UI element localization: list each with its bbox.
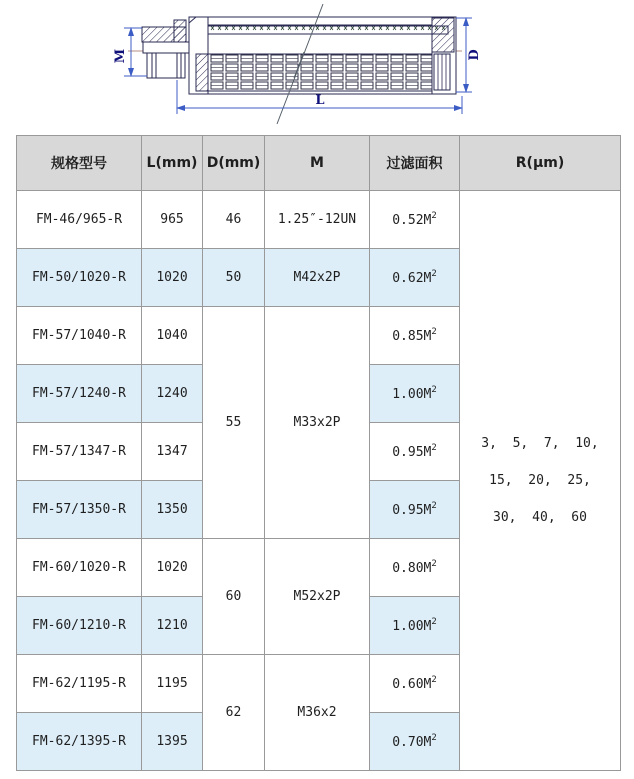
cell-filter-area [370, 423, 460, 481]
header-thread: M [265, 136, 370, 191]
cell-length: 1350 [142, 481, 203, 539]
cell-model: FM-50/1020-R [17, 249, 142, 307]
area-value: 0.62M [392, 271, 432, 286]
filter-body [189, 17, 456, 94]
filter-technical-drawing [0, 0, 634, 133]
area-exponent: 2 [431, 675, 437, 685]
area-value: 0.95M [392, 445, 432, 460]
cell-length: 1240 [142, 365, 203, 423]
cell-length: 1020 [142, 539, 203, 597]
cell-micron-ratings [460, 191, 621, 771]
header-diameter: D(mm) [203, 136, 265, 191]
dimension-d [456, 18, 482, 92]
cell-model: FM-60/1210-R [17, 597, 142, 655]
area-exponent: 2 [431, 327, 437, 337]
area-exponent: 2 [431, 501, 437, 511]
table-row [17, 191, 621, 249]
header-model: 规格型号 [17, 136, 142, 191]
area-value: 0.80M [392, 561, 432, 576]
micron-line-1: 3, 5, 7, 10, [481, 436, 599, 451]
cell-model: FM-57/1240-R [17, 365, 142, 423]
area-value: 0.52M [392, 213, 432, 228]
cell-length: 965 [142, 191, 203, 249]
header-filter-area: 过滤面积 [370, 136, 460, 191]
area-exponent: 2 [431, 443, 437, 453]
cell-model: FM-62/1395-R [17, 713, 142, 771]
cell-length: 1020 [142, 249, 203, 307]
cell-filter-area [370, 597, 460, 655]
table-header-row [17, 136, 621, 191]
area-exponent: 2 [431, 269, 437, 279]
micron-ratings-list [460, 436, 620, 525]
cell-filter-area [370, 191, 460, 249]
thread-fitting [142, 20, 189, 78]
cell-model: FM-57/1040-R [17, 307, 142, 365]
filter-spec-table [16, 135, 621, 771]
cell-diameter: 50 [203, 249, 265, 307]
cell-length: 1195 [142, 655, 203, 713]
cell-diameter: 46 [203, 191, 265, 249]
header-length: L(mm) [142, 136, 203, 191]
dim-label-m: M [113, 48, 128, 64]
cell-filter-area [370, 655, 460, 713]
cell-length: 1395 [142, 713, 203, 771]
filter-drawing-svg [0, 0, 634, 133]
cell-length: 1210 [142, 597, 203, 655]
area-value: 0.70M [392, 735, 432, 750]
cell-length: 1040 [142, 307, 203, 365]
area-exponent: 2 [431, 559, 437, 569]
area-exponent: 2 [431, 733, 437, 743]
area-exponent: 2 [431, 617, 437, 627]
header-micron-rating: R(μm) [460, 136, 621, 191]
cell-diameter: 55 [203, 307, 265, 539]
cell-thread: M52x2P [265, 539, 370, 655]
area-value: 0.85M [392, 329, 432, 344]
cell-diameter: 62 [203, 655, 265, 771]
micron-line-2: 15, 20, 25, [489, 473, 591, 488]
cell-model: FM-57/1347-R [17, 423, 142, 481]
area-exponent: 2 [431, 211, 437, 221]
area-value: 0.60M [392, 677, 432, 692]
cell-filter-area [370, 481, 460, 539]
cell-model: FM-46/965-R [17, 191, 142, 249]
area-exponent: 2 [431, 385, 437, 395]
cell-thread: M42x2P [265, 249, 370, 307]
cell-model: FM-62/1195-R [17, 655, 142, 713]
cell-thread: 1.25″-12UN [265, 191, 370, 249]
cell-model: FM-57/1350-R [17, 481, 142, 539]
cell-filter-area [370, 713, 460, 771]
area-value: 1.00M [392, 387, 432, 402]
area-value: 1.00M [392, 619, 432, 634]
micron-line-3: 30, 40, 60 [493, 510, 587, 525]
area-value: 0.95M [392, 503, 432, 518]
cell-length: 1347 [142, 423, 203, 481]
cell-model: FM-60/1020-R [17, 539, 142, 597]
cell-filter-area [370, 365, 460, 423]
cell-thread: M33x2P [265, 307, 370, 539]
dim-label-d: D [467, 49, 482, 61]
cell-filter-area [370, 539, 460, 597]
cell-thread: M36x2 [265, 655, 370, 771]
cell-diameter: 60 [203, 539, 265, 655]
cell-filter-area [370, 249, 460, 307]
dim-label-l: L [315, 93, 325, 108]
cell-filter-area [370, 307, 460, 365]
